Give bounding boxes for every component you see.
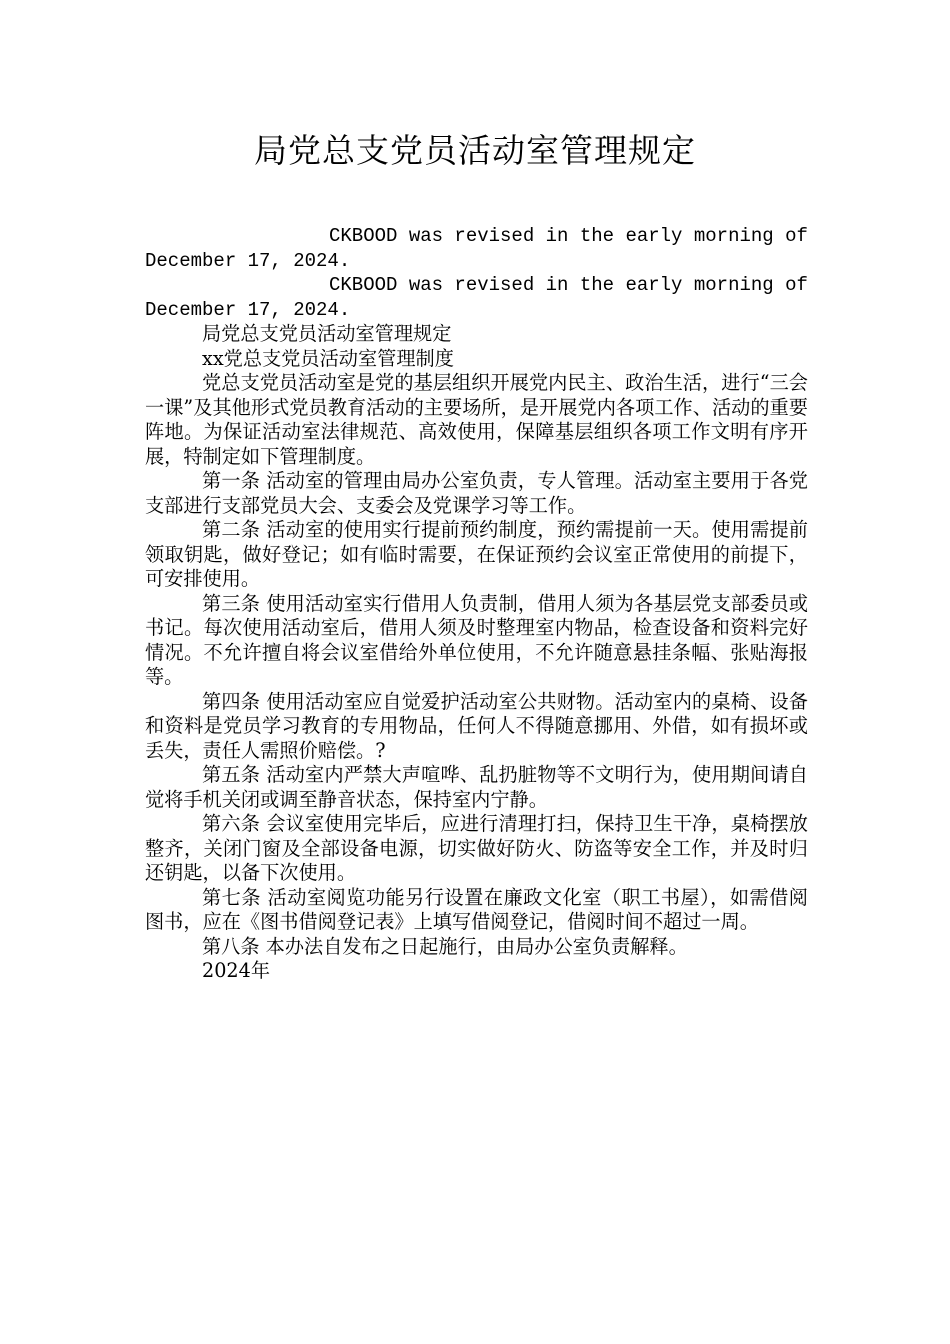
- subtitle-line: xx党总支党员活动室管理制度: [202, 346, 454, 370]
- revision-note: CKBOOD was revised in the early morning of December 17, 2024.: [145, 274, 808, 321]
- intro-paragraph: 党总支党员活动室是党的基层组织开展党内民主、政治生活，进行“三会一课”及其他形式党员教育活动的主要场所，是开展党内各项工作、活动的重要阵地。为保证活动室法律规范、高效使用，保障基层组织各项工作文明有序开展，特制定如下管理制度。: [145, 371, 808, 468]
- document-title: 局党总支党员活动室管理规定: [254, 131, 696, 170]
- revision-note: CKBOOD was revised in the early morning of December 17, 2024.: [145, 225, 808, 272]
- article-paragraph: 第一条 活动室的管理由局办公室负责，专人管理。活动室主要用于各党支部进行支部党员大会、支委会及党课学习等工作。: [145, 469, 808, 517]
- article-paragraph: 第六条 会议室使用完毕后，应进行清理打扫，保持卫生干净，桌椅摆放整齐，关闭门窗及全部设备电源，切实做好防火、防盗等安全工作，并及时归还钥匙，以备下次使用。: [145, 812, 808, 884]
- document-body: [145, 224, 808, 984]
- article-paragraph: 第七条 活动室阅览功能另行设置在廉政文化室（职工书屋），如需借阅图书，应在《图书借阅登记表》上填写借阅登记，借阅时间不超过一周。: [145, 885, 808, 933]
- article-paragraph: 第三条 使用活动室实行借用人负责制，借用人须为各基层党支部委员或书记。每次使用活动室后，借用人须及时整理室内物品，检查设备和资料完好情况。不允许擅自将会议室借给外单位使用，不允许随意悬挂条幅、张贴海报等。: [145, 591, 808, 688]
- subtitle-line: 局党总支党员活动室管理规定: [202, 322, 452, 345]
- article-paragraph: 第二条 活动室的使用实行提前预约制度，预约需提前一天。使用需提前领取钥匙，做好登记；如有临时需要，在保证预约会议室正常使用的前提下，可安排使用。: [145, 518, 808, 590]
- article-paragraph: 第八条 本办法自发布之日起施行，由局办公室负责解释。: [202, 934, 688, 958]
- article-paragraph: 第五条 活动室内严禁大声喧哗、乱扔脏物等不文明行为，使用期间请自觉将手机关闭或调至静音状态，保持室内宁静。: [145, 763, 808, 811]
- article-paragraph: 第四条 使用活动室应自觉爱护活动室公共财物。活动室内的桌椅、设备和资料是党员学习教育的专用物品，任何人不得随意挪用、外借，如有损坏或丢失，责任人需照价赔偿。?: [145, 689, 808, 762]
- year-line: 2024年: [202, 959, 271, 982]
